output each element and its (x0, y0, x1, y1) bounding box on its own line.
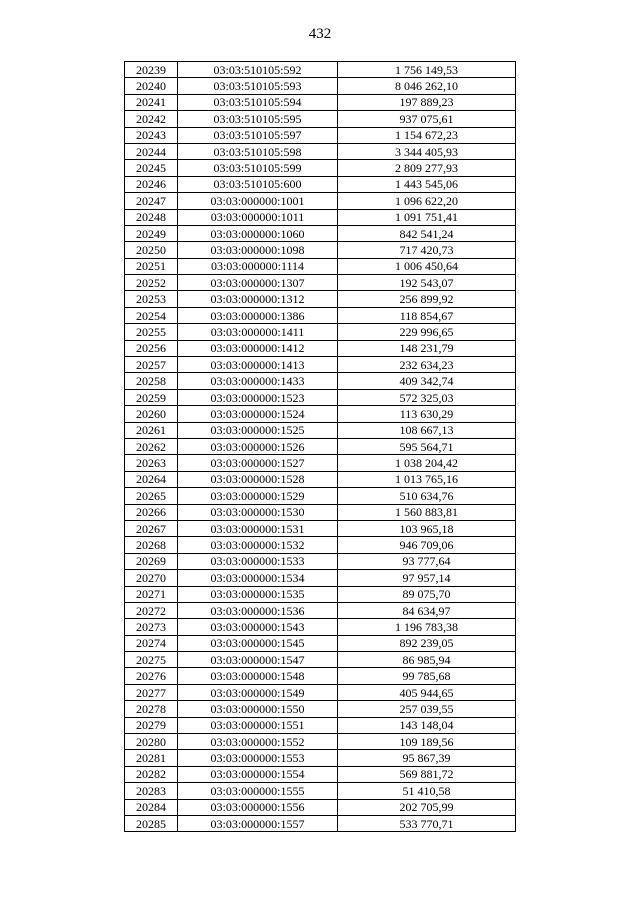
cadastral-value-cell: 257 039,55 (338, 701, 516, 717)
cadastral-value-cell: 95 867,39 (338, 750, 516, 766)
table-row (125, 62, 516, 78)
row-number-cell: 20246 (125, 176, 178, 192)
table-row (125, 438, 516, 454)
row-number-cell: 20242 (125, 111, 178, 127)
cadastral-number-cell: 03:03:000000:1534 (178, 570, 338, 586)
row-number-cell: 20276 (125, 668, 178, 684)
cadastral-value-cell: 109 189,56 (338, 734, 516, 750)
row-number-cell: 20257 (125, 357, 178, 373)
cadastral-number-cell: 03:03:510105:594 (178, 94, 338, 110)
cadastral-number-cell: 03:03:510105:592 (178, 62, 338, 78)
cadastral-value-cell: 842 541,24 (338, 225, 516, 241)
row-number-cell: 20285 (125, 815, 178, 831)
cadastral-number-cell: 03:03:000000:1533 (178, 553, 338, 569)
table-row (125, 258, 516, 274)
cadastral-value-cell: 1 006 450,64 (338, 258, 516, 274)
table-row (125, 734, 516, 750)
cadastral-number-cell: 03:03:000000:1545 (178, 635, 338, 651)
row-number-cell: 20262 (125, 438, 178, 454)
cadastral-number-cell: 03:03:000000:1526 (178, 438, 338, 454)
cadastral-number-cell: 03:03:000000:1529 (178, 488, 338, 504)
row-number-cell: 20252 (125, 275, 178, 291)
table-row (125, 783, 516, 799)
table-row (125, 570, 516, 586)
cadastral-value-cell: 202 705,99 (338, 799, 516, 815)
row-number-cell: 20279 (125, 717, 178, 733)
cadastral-value-cell: 148 231,79 (338, 340, 516, 356)
row-number-cell: 20270 (125, 570, 178, 586)
cadastral-number-cell: 03:03:000000:1536 (178, 602, 338, 618)
cadastral-number-cell: 03:03:000000:1011 (178, 209, 338, 225)
table-row (125, 406, 516, 422)
table-row (125, 193, 516, 209)
row-number-cell: 20261 (125, 422, 178, 438)
cadastral-number-cell: 03:03:510105:599 (178, 160, 338, 176)
page-number: 432 (308, 26, 332, 42)
table-row (125, 357, 516, 373)
cadastral-value-cell: 717 420,73 (338, 242, 516, 258)
cadastral-value-cell: 1 443 545,06 (338, 176, 516, 192)
cadastral-value-cell: 1 756 149,53 (338, 62, 516, 78)
row-number-cell: 20283 (125, 783, 178, 799)
cadastral-value-cell: 1 196 783,38 (338, 619, 516, 635)
cadastral-value-cell: 232 634,23 (338, 357, 516, 373)
cadastral-number-cell: 03:03:000000:1312 (178, 291, 338, 307)
table-row (125, 94, 516, 110)
cadastral-number-cell: 03:03:000000:1307 (178, 275, 338, 291)
cadastral-number-cell: 03:03:000000:1531 (178, 520, 338, 536)
cadastral-number-cell: 03:03:510105:597 (178, 127, 338, 143)
cadastral-number-cell: 03:03:000000:1524 (178, 406, 338, 422)
cadastral-value-cell: 86 985,94 (338, 652, 516, 668)
cadastral-value-cell: 192 543,07 (338, 275, 516, 291)
row-number-cell: 20274 (125, 635, 178, 651)
cadastral-value-cell: 409 342,74 (338, 373, 516, 389)
cadastral-number-cell: 03:03:000000:1411 (178, 324, 338, 340)
cadastral-value-cell: 1 154 672,23 (338, 127, 516, 143)
row-number-cell: 20249 (125, 225, 178, 241)
cadastral-value-cell: 99 785,68 (338, 668, 516, 684)
cadastral-number-cell: 03:03:000000:1527 (178, 455, 338, 471)
table-row (125, 815, 516, 831)
table-row (125, 111, 516, 127)
cadastral-value-cell: 533 770,71 (338, 815, 516, 831)
cadastral-number-cell: 03:03:000000:1557 (178, 815, 338, 831)
cadastral-number-cell: 03:03:000000:1556 (178, 799, 338, 815)
cadastral-number-cell: 03:03:000000:1555 (178, 783, 338, 799)
table-row (125, 520, 516, 536)
cadastral-number-cell: 03:03:000000:1433 (178, 373, 338, 389)
cadastral-value-cell: 108 667,13 (338, 422, 516, 438)
cadastral-value-cell: 229 996,65 (338, 324, 516, 340)
table-row (125, 225, 516, 241)
cadastral-value-cell: 1 560 883,81 (338, 504, 516, 520)
cadastral-value-cell: 256 899,92 (338, 291, 516, 307)
cadastral-value-cell: 1 038 204,42 (338, 455, 516, 471)
table-body (125, 62, 516, 832)
cadastral-number-cell: 03:03:000000:1413 (178, 357, 338, 373)
table-row (125, 553, 516, 569)
row-number-cell: 20241 (125, 94, 178, 110)
row-number-cell: 20259 (125, 389, 178, 405)
row-number-cell: 20280 (125, 734, 178, 750)
table-row (125, 373, 516, 389)
cadastral-value-cell: 8 046 262,10 (338, 78, 516, 94)
table-row (125, 799, 516, 815)
row-number-cell: 20282 (125, 766, 178, 782)
table-row (125, 537, 516, 553)
cadastral-number-cell: 03:03:000000:1532 (178, 537, 338, 553)
table-row (125, 668, 516, 684)
cadastral-value-cell: 1 091 751,41 (338, 209, 516, 225)
row-number-cell: 20265 (125, 488, 178, 504)
table-row (125, 471, 516, 487)
table-row (125, 242, 516, 258)
cadastral-number-cell: 03:03:000000:1554 (178, 766, 338, 782)
table-row (125, 389, 516, 405)
table-row (125, 504, 516, 520)
cadastral-value-cell: 118 854,67 (338, 307, 516, 323)
table-row (125, 291, 516, 307)
cadastral-number-cell: 03:03:000000:1060 (178, 225, 338, 241)
cadastral-number-cell: 03:03:000000:1550 (178, 701, 338, 717)
row-number-cell: 20275 (125, 652, 178, 668)
row-number-cell: 20258 (125, 373, 178, 389)
cadastral-value-cell: 143 148,04 (338, 717, 516, 733)
row-number-cell: 20244 (125, 143, 178, 159)
table-row (125, 209, 516, 225)
cadastral-value-cell: 1 096 622,20 (338, 193, 516, 209)
cadastral-value-cell: 197 889,23 (338, 94, 516, 110)
table-row (125, 160, 516, 176)
cadastral-value-cell: 1 013 765,16 (338, 471, 516, 487)
table-row (125, 766, 516, 782)
cadastral-number-cell: 03:03:510105:593 (178, 78, 338, 94)
cadastral-value-cell: 595 564,71 (338, 438, 516, 454)
row-number-cell: 20272 (125, 602, 178, 618)
table-row (125, 701, 516, 717)
cadastral-value-cell: 2 809 277,93 (338, 160, 516, 176)
table-row (125, 78, 516, 94)
cadastral-value-cell: 103 965,18 (338, 520, 516, 536)
row-number-cell: 20248 (125, 209, 178, 225)
cadastral-value-cell: 946 709,06 (338, 537, 516, 553)
cadastral-number-cell: 03:03:000000:1548 (178, 668, 338, 684)
table-row (125, 422, 516, 438)
row-number-cell: 20254 (125, 307, 178, 323)
cadastral-number-cell: 03:03:000000:1549 (178, 684, 338, 700)
row-number-cell: 20240 (125, 78, 178, 94)
row-number-cell: 20263 (125, 455, 178, 471)
cadastral-value-cell: 84 634,97 (338, 602, 516, 618)
cadastral-number-cell: 03:03:510105:600 (178, 176, 338, 192)
row-number-cell: 20253 (125, 291, 178, 307)
cadastral-value-cell: 572 325,03 (338, 389, 516, 405)
row-number-cell: 20243 (125, 127, 178, 143)
table-row (125, 750, 516, 766)
table-row (125, 340, 516, 356)
row-number-cell: 20239 (125, 62, 178, 78)
cadastral-value-cell: 892 239,05 (338, 635, 516, 651)
cadastral-number-cell: 03:03:000000:1543 (178, 619, 338, 635)
cadastral-number-cell: 03:03:000000:1528 (178, 471, 338, 487)
cadastral-number-cell: 03:03:000000:1098 (178, 242, 338, 258)
table-row (125, 307, 516, 323)
table-row (125, 717, 516, 733)
row-number-cell: 20267 (125, 520, 178, 536)
cadastral-value-table (124, 61, 516, 832)
row-number-cell: 20281 (125, 750, 178, 766)
cadastral-value-cell: 569 881,72 (338, 766, 516, 782)
row-number-cell: 20271 (125, 586, 178, 602)
cadastral-value-cell: 93 777,64 (338, 553, 516, 569)
row-number-cell: 20247 (125, 193, 178, 209)
row-number-cell: 20266 (125, 504, 178, 520)
table-row (125, 635, 516, 651)
table-row (125, 684, 516, 700)
row-number-cell: 20251 (125, 258, 178, 274)
cadastral-value-cell: 405 944,65 (338, 684, 516, 700)
cadastral-number-cell: 03:03:000000:1001 (178, 193, 338, 209)
row-number-cell: 20260 (125, 406, 178, 422)
cadastral-number-cell: 03:03:000000:1412 (178, 340, 338, 356)
row-number-cell: 20264 (125, 471, 178, 487)
cadastral-number-cell: 03:03:000000:1535 (178, 586, 338, 602)
cadastral-number-cell: 03:03:000000:1525 (178, 422, 338, 438)
cadastral-value-cell: 113 630,29 (338, 406, 516, 422)
row-number-cell: 20284 (125, 799, 178, 815)
row-number-cell: 20278 (125, 701, 178, 717)
cadastral-number-cell: 03:03:510105:595 (178, 111, 338, 127)
table-row (125, 652, 516, 668)
cadastral-value-cell: 510 634,76 (338, 488, 516, 504)
cadastral-value-cell: 3 344 405,93 (338, 143, 516, 159)
table-row (125, 586, 516, 602)
cadastral-number-cell: 03:03:000000:1523 (178, 389, 338, 405)
table-row (125, 602, 516, 618)
table-row (125, 488, 516, 504)
cadastral-number-cell: 03:03:000000:1553 (178, 750, 338, 766)
table-row (125, 324, 516, 340)
cadastral-number-cell: 03:03:000000:1530 (178, 504, 338, 520)
row-number-cell: 20273 (125, 619, 178, 635)
cadastral-number-cell: 03:03:000000:1114 (178, 258, 338, 274)
row-number-cell: 20256 (125, 340, 178, 356)
cadastral-number-cell: 03:03:000000:1386 (178, 307, 338, 323)
table-row (125, 143, 516, 159)
cadastral-value-cell: 51 410,58 (338, 783, 516, 799)
cadastral-value-cell: 97 957,14 (338, 570, 516, 586)
cadastral-number-cell: 03:03:000000:1551 (178, 717, 338, 733)
cadastral-number-cell: 03:03:510105:598 (178, 143, 338, 159)
row-number-cell: 20269 (125, 553, 178, 569)
row-number-cell: 20277 (125, 684, 178, 700)
table-row (125, 275, 516, 291)
row-number-cell: 20268 (125, 537, 178, 553)
cadastral-value-cell: 89 075,70 (338, 586, 516, 602)
table-row (125, 619, 516, 635)
cadastral-number-cell: 03:03:000000:1552 (178, 734, 338, 750)
row-number-cell: 20250 (125, 242, 178, 258)
row-number-cell: 20245 (125, 160, 178, 176)
row-number-cell: 20255 (125, 324, 178, 340)
table-row (125, 455, 516, 471)
table-row (125, 127, 516, 143)
cadastral-number-cell: 03:03:000000:1547 (178, 652, 338, 668)
table-row (125, 176, 516, 192)
cadastral-value-cell: 937 075,61 (338, 111, 516, 127)
